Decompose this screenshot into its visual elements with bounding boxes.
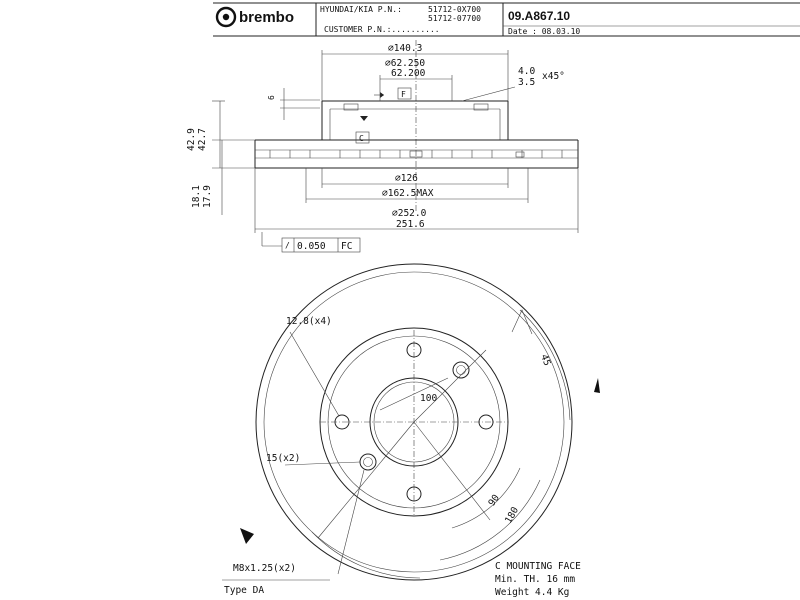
height-b: 42.7 xyxy=(197,128,208,151)
angle-90: 90 xyxy=(486,492,503,509)
type-label: Type DA xyxy=(224,585,265,596)
brembo-logo xyxy=(217,8,294,26)
customer-pn: CUSTOMER P.N.:.......... xyxy=(324,25,440,34)
angle-180: 180 xyxy=(503,505,522,526)
weight-note: Weight 4.4 Kg xyxy=(495,587,570,598)
chamfer-b: 3.5 xyxy=(518,77,536,88)
runout-ref: FC xyxy=(341,241,353,252)
height-a: 42.9 xyxy=(186,128,197,151)
datum-f: F xyxy=(401,90,406,99)
oem-pn-2: 51712-07700 xyxy=(428,14,481,23)
datum-c: C xyxy=(359,134,364,143)
threaded-hole xyxy=(360,454,376,470)
min-thickness-note: Min. TH. 16 mm xyxy=(495,574,576,585)
dia-162: ∅162.5MAX xyxy=(382,188,434,199)
chamfer-angle: x45° xyxy=(542,71,565,82)
pcd-label: 100 xyxy=(420,393,438,404)
mounting-face-note: C MOUNTING FACE xyxy=(495,561,581,572)
threaded-hole xyxy=(453,362,469,378)
oem-pn-1: 51712-0X700 xyxy=(428,5,481,14)
dia-62-a: ∅62.250 xyxy=(385,58,426,69)
dia-252-a: ∅252.0 xyxy=(392,208,427,219)
svg-text:/: / xyxy=(285,241,290,250)
dia-140: ∅140.3 xyxy=(388,43,423,54)
side-section-view xyxy=(186,40,578,252)
chamfer-a: 4.0 xyxy=(518,66,536,77)
thickness-a: 18.1 xyxy=(191,185,202,208)
angle-45: 45 xyxy=(538,352,553,368)
runout-value: 0.050 xyxy=(297,241,326,252)
brand-name: brembo xyxy=(239,9,295,26)
date-text: Date : 08.03.10 xyxy=(508,27,581,36)
thread-spec: M8x1.25(x2) xyxy=(233,563,296,574)
dia-252-b: 251.6 xyxy=(396,219,425,230)
front-view xyxy=(233,264,600,580)
oem-label: HYUNDAI/KIA P.N.: xyxy=(320,5,402,14)
dia-126: ∅126 xyxy=(395,173,418,184)
thickness-b: 17.9 xyxy=(202,185,213,208)
part-number: 09.A867.10 xyxy=(508,9,571,23)
hole-15: 15(x2) xyxy=(266,453,301,464)
hat-thickness: 6 xyxy=(267,95,276,100)
hole-spec: 12.8(x4) xyxy=(286,316,332,327)
dia-62-b: 62.200 xyxy=(391,68,426,79)
